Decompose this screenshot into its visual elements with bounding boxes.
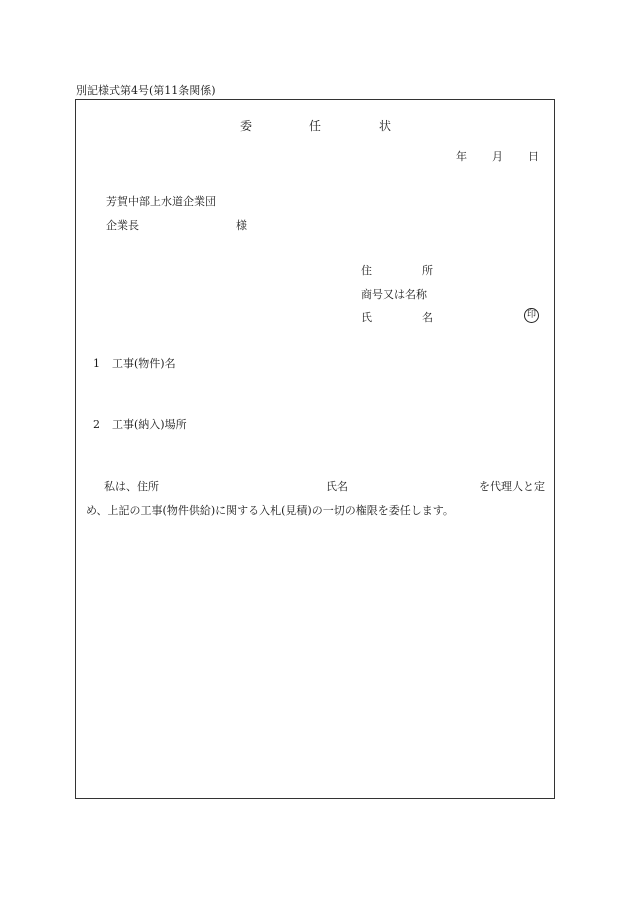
name-label-char-1: 氏 xyxy=(361,311,372,324)
title-char-2: 任 xyxy=(309,119,322,133)
statement-line1-start: 私は、住所 xyxy=(104,480,159,493)
title-char-3: 状 xyxy=(379,119,392,133)
item-1-number: 1 xyxy=(93,357,100,370)
address-label-char-2: 所 xyxy=(422,264,433,277)
seal-mark-icon: 印 xyxy=(524,308,539,323)
item-1-label: 工事(物件)名 xyxy=(112,357,176,370)
form-number-label: 別記様式第4号(第11条関係) xyxy=(76,84,216,97)
addressee-honorific: 様 xyxy=(236,219,247,232)
addressee-organization: 芳賀中部上水道企業団 xyxy=(106,195,216,208)
statement-line1-name-label: 氏名 xyxy=(326,480,348,493)
title-char-1: 委 xyxy=(240,119,253,133)
statement-line1-end: を代理人と定 xyxy=(479,480,545,493)
date-year-label: 年 xyxy=(456,150,467,163)
company-name-label: 商号又は名称 xyxy=(361,288,427,301)
item-2-label: 工事(納入)場所 xyxy=(112,418,187,431)
address-label-char-1: 住 xyxy=(361,264,372,277)
statement-line2: め、上記の工事(物件供給)に関する入札(見積)の一切の権限を委任します。 xyxy=(86,504,454,517)
date-month-label: 月 xyxy=(492,150,503,163)
item-2-number: 2 xyxy=(93,418,100,431)
date-day-label: 日 xyxy=(528,150,539,163)
name-label-char-2: 名 xyxy=(422,311,433,324)
addressee-position: 企業長 xyxy=(106,219,139,232)
